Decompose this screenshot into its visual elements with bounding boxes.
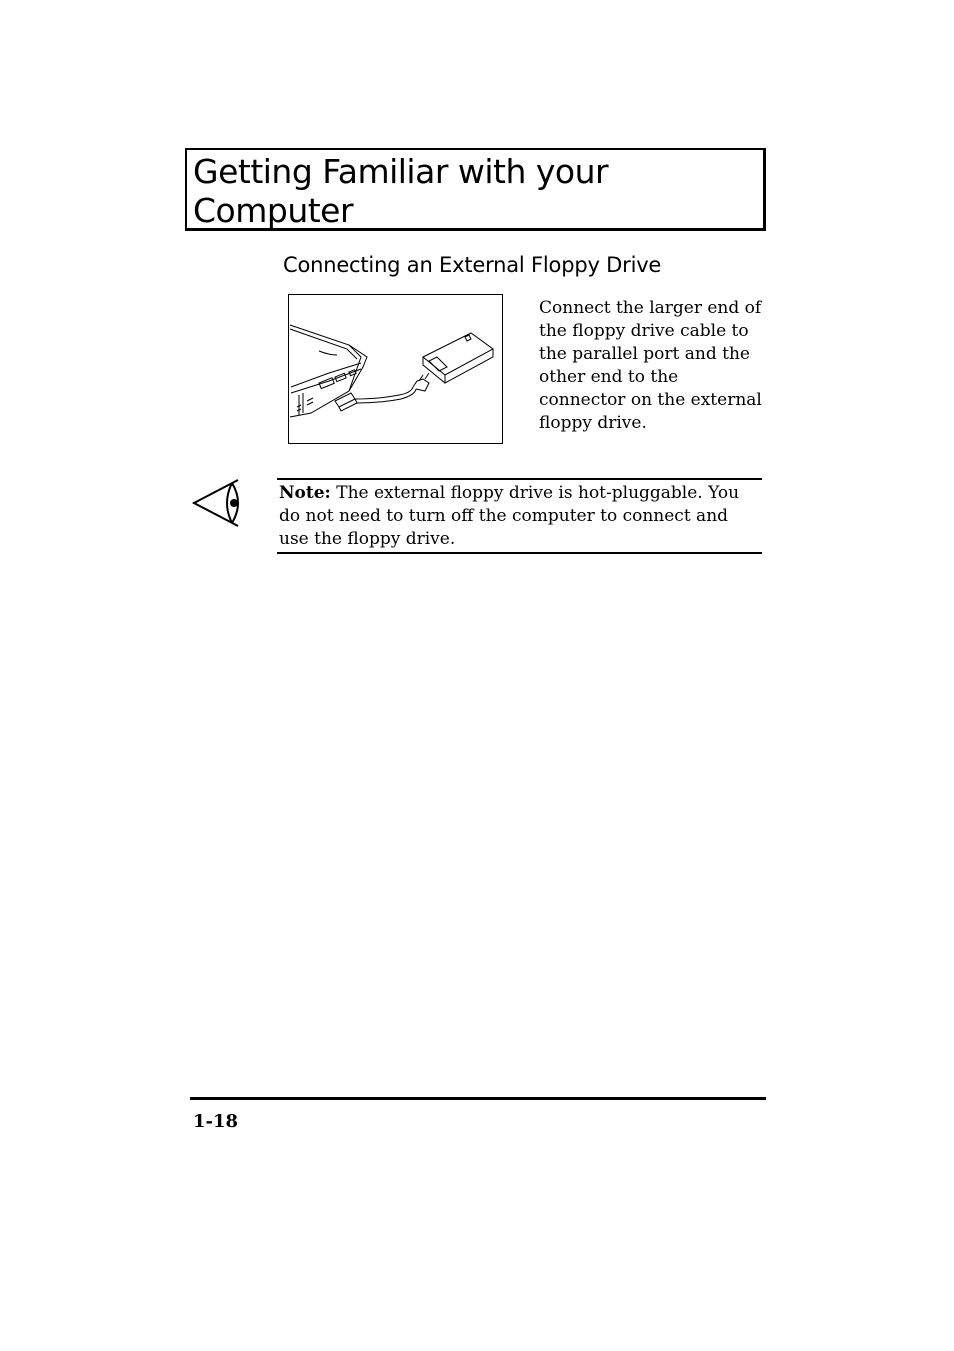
floppy-drive-illustration: [288, 294, 503, 444]
chapter-header: [185, 148, 766, 231]
footer-rule: [190, 1097, 766, 1100]
floppy-connection-drawing: [289, 295, 502, 443]
note-text: [279, 482, 759, 551]
chapter-title: Getting Familiar with your Computer: [193, 152, 609, 230]
section-body: Connect the larger end of the floppy drive cable to the parallel port and the other end to the connector on the external floppy drive.: [539, 298, 762, 433]
page-number: 1-18: [193, 1111, 239, 1132]
note-body: The external floppy drive is hot-pluggable. You do not need to turn off the computer to connect and use the floppy drive.: [279, 483, 740, 549]
note-label: Note:: [279, 483, 331, 503]
section-title: Connecting an External Floppy Drive: [283, 253, 662, 277]
eye-note-icon: [190, 476, 242, 530]
note-box: [277, 478, 762, 554]
